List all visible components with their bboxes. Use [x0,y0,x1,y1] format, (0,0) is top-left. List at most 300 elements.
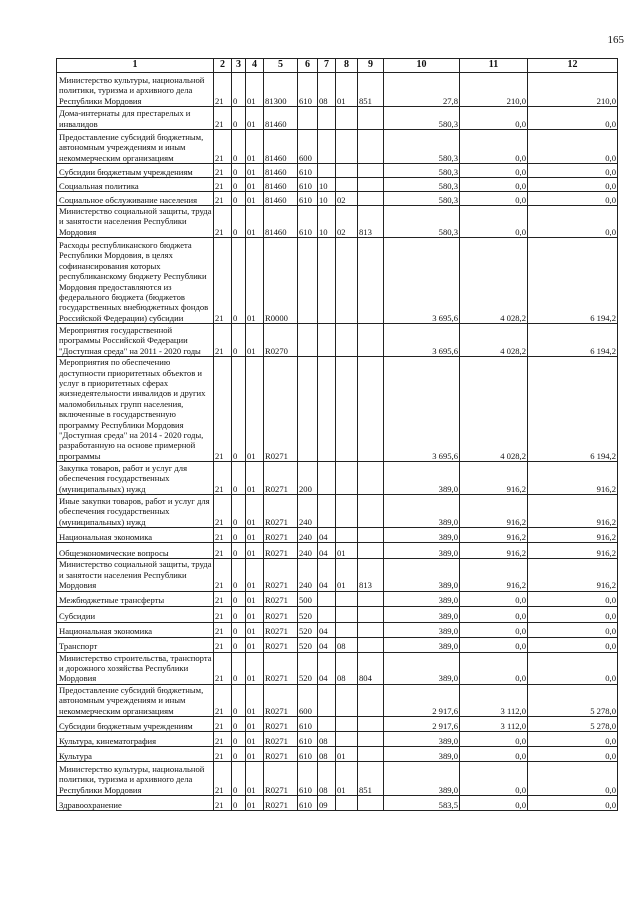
col-8: 01 [336,543,358,559]
column-header-4: 4 [246,59,264,73]
col-11: 4 028,2 [460,238,528,324]
table-row [57,107,618,130]
row-name: Межбюджетные трансферты [57,591,214,606]
column-header-9: 9 [358,59,384,73]
table-row [57,716,618,731]
col-3: 0 [232,795,246,810]
col-6 [298,107,318,130]
col-12: 6 194,2 [528,238,618,324]
col-8: 02 [336,206,358,238]
col-12: 0,0 [528,652,618,684]
col-6: 610 [298,164,318,178]
column-header-5: 5 [264,59,298,73]
col-7: 04 [318,559,336,591]
col-7 [318,591,336,606]
col-10: 580,3 [384,192,460,206]
col-10: 580,3 [384,130,460,164]
col-10: 3 695,6 [384,357,460,462]
row-name: Социальное обслуживание населения [57,192,214,206]
col-3: 0 [232,559,246,591]
col-12: 0,0 [528,606,618,622]
col-9: 813 [358,206,384,238]
col-3: 0 [232,130,246,164]
table-row [57,652,618,684]
col-10: 580,3 [384,164,460,178]
table-header-row [57,59,618,73]
col-12: 0,0 [528,107,618,130]
row-name: Закупка товаров, работ и услуг для обеспечения государственных (муниципальных) нужд [57,462,214,495]
row-name: Мероприятия государственной программы Российской Федерации "Доступная среда" на 2011 - 2020 годы [57,324,214,357]
col-9 [358,495,384,528]
row-name: Субсидии бюджетным учреждениям [57,716,214,731]
table-row [57,192,618,206]
col-6 [298,357,318,462]
col-6: 610 [298,73,318,107]
col-6: 240 [298,543,318,559]
col-5: 81460 [264,164,298,178]
col-12: 0,0 [528,192,618,206]
col-11: 210,0 [460,73,528,107]
col-10: 389,0 [384,761,460,795]
col-11: 3 112,0 [460,716,528,731]
col-12: 5 278,0 [528,716,618,731]
col-8 [336,684,358,716]
col-10: 580,3 [384,107,460,130]
col-2: 21 [214,731,232,746]
col-9 [358,130,384,164]
col-8 [336,591,358,606]
col-8: 08 [336,637,358,652]
table-row [57,206,618,238]
col-4: 01 [246,795,264,810]
table-row [57,357,618,462]
col-11: 0,0 [460,637,528,652]
col-2: 21 [214,495,232,528]
row-name: Расходы республиканского бюджета Республики Мордовия, в целях софинансирования которых республиканскому бюджету Республики Мордовия предоставляются из федерального бюджета (бюджетов государственных внебюджетных фондов Российской Федерации) субсидии [57,238,214,324]
col-4: 01 [246,164,264,178]
col-6: 240 [298,495,318,528]
col-12: 0,0 [528,178,618,192]
col-8: 02 [336,192,358,206]
col-2: 21 [214,559,232,591]
col-2: 21 [214,528,232,543]
col-12: 0,0 [528,622,618,637]
col-6: 240 [298,528,318,543]
row-name: Министерство социальной защиты, труда и занятости населения Республики Мордовия [57,206,214,238]
row-name: Национальная экономика [57,528,214,543]
col-9 [358,324,384,357]
col-11: 0,0 [460,746,528,761]
col-12: 5 278,0 [528,684,618,716]
col-7: 04 [318,543,336,559]
col-8 [336,178,358,192]
col-2: 21 [214,73,232,107]
col-11: 0,0 [460,761,528,795]
col-3: 0 [232,192,246,206]
table-row [57,130,618,164]
col-5: R0271 [264,606,298,622]
col-2: 21 [214,684,232,716]
col-5: R0271 [264,357,298,462]
col-4: 01 [246,462,264,495]
col-9 [358,622,384,637]
col-9 [358,107,384,130]
col-12: 0,0 [528,206,618,238]
col-4: 01 [246,528,264,543]
col-9 [358,716,384,731]
col-12: 0,0 [528,164,618,178]
col-7: 10 [318,206,336,238]
col-7: 08 [318,761,336,795]
col-5: 81460 [264,107,298,130]
col-2: 21 [214,543,232,559]
col-7: 10 [318,178,336,192]
col-2: 21 [214,761,232,795]
col-3: 0 [232,528,246,543]
col-11: 0,0 [460,178,528,192]
table-row [57,731,618,746]
col-3: 0 [232,164,246,178]
col-12: 6 194,2 [528,324,618,357]
col-8 [336,606,358,622]
col-7 [318,462,336,495]
col-8: 01 [336,559,358,591]
col-10: 27,8 [384,73,460,107]
col-2: 21 [214,178,232,192]
col-8 [336,107,358,130]
col-11: 916,2 [460,543,528,559]
col-10: 389,0 [384,637,460,652]
col-7 [318,107,336,130]
col-9 [358,684,384,716]
col-10: 389,0 [384,528,460,543]
col-12: 0,0 [528,591,618,606]
col-2: 21 [214,637,232,652]
col-9 [358,731,384,746]
col-4: 01 [246,238,264,324]
table-row [57,606,618,622]
col-5: R0271 [264,652,298,684]
col-7 [318,164,336,178]
col-3: 0 [232,652,246,684]
col-10: 389,0 [384,622,460,637]
row-name: Министерство культуры, национальной политики, туризма и архивного дела Республики Мордовия [57,761,214,795]
col-5: R0271 [264,746,298,761]
col-11: 916,2 [460,495,528,528]
col-8 [336,495,358,528]
col-9 [358,606,384,622]
column-header-3: 3 [232,59,246,73]
col-5: R0271 [264,559,298,591]
col-8 [336,462,358,495]
col-7 [318,324,336,357]
col-11: 916,2 [460,559,528,591]
table-body [57,73,618,811]
col-4: 01 [246,761,264,795]
col-2: 21 [214,357,232,462]
table-row [57,238,618,324]
col-6: 200 [298,462,318,495]
col-12: 916,2 [528,495,618,528]
col-11: 0,0 [460,192,528,206]
row-name: Субсидии бюджетным учреждениям [57,164,214,178]
table-row [57,178,618,192]
col-8 [336,324,358,357]
col-4: 01 [246,606,264,622]
col-3: 0 [232,178,246,192]
col-4: 01 [246,543,264,559]
col-5: 81300 [264,73,298,107]
col-9: 851 [358,761,384,795]
budget-table [56,58,618,811]
col-4: 01 [246,178,264,192]
col-9: 804 [358,652,384,684]
col-8 [336,130,358,164]
col-6: 610 [298,716,318,731]
col-2: 21 [214,716,232,731]
col-4: 01 [246,206,264,238]
col-10: 389,0 [384,606,460,622]
row-name: Субсидии [57,606,214,622]
col-7: 04 [318,622,336,637]
col-4: 01 [246,591,264,606]
col-4: 01 [246,716,264,731]
col-8: 01 [336,73,358,107]
col-2: 21 [214,238,232,324]
col-12: 916,2 [528,528,618,543]
col-12: 210,0 [528,73,618,107]
col-5: R0271 [264,637,298,652]
row-name: Общеэкономические вопросы [57,543,214,559]
table-row [57,528,618,543]
col-5: R0271 [264,795,298,810]
col-9 [358,637,384,652]
col-12: 0,0 [528,746,618,761]
col-7: 08 [318,746,336,761]
col-7 [318,606,336,622]
column-header-12: 12 [528,59,618,73]
col-4: 01 [246,73,264,107]
col-11: 4 028,2 [460,357,528,462]
col-7: 08 [318,73,336,107]
col-9 [358,178,384,192]
col-8: 01 [336,746,358,761]
col-10: 389,0 [384,746,460,761]
row-name: Культура [57,746,214,761]
col-6: 520 [298,622,318,637]
col-4: 01 [246,357,264,462]
col-10: 580,3 [384,178,460,192]
col-9 [358,746,384,761]
col-7: 09 [318,795,336,810]
col-4: 01 [246,731,264,746]
col-3: 0 [232,637,246,652]
col-11: 0,0 [460,591,528,606]
table-row [57,591,618,606]
col-11: 0,0 [460,107,528,130]
col-11: 0,0 [460,130,528,164]
table-row [57,746,618,761]
col-5: R0271 [264,684,298,716]
col-6: 610 [298,795,318,810]
row-name: Дома-интернаты для престарелых и инвалидов [57,107,214,130]
table-row [57,684,618,716]
col-6 [298,238,318,324]
table-row [57,324,618,357]
col-6: 610 [298,746,318,761]
column-header-2: 2 [214,59,232,73]
col-4: 01 [246,652,264,684]
col-5: R0271 [264,591,298,606]
col-3: 0 [232,238,246,324]
col-2: 21 [214,107,232,130]
col-3: 0 [232,495,246,528]
row-name: Министерство культуры, национальной политики, туризма и архивного дела Республики Мордовия [57,73,214,107]
col-10: 389,0 [384,559,460,591]
row-name: Здравоохранение [57,795,214,810]
col-3: 0 [232,591,246,606]
col-6: 610 [298,206,318,238]
col-11: 916,2 [460,528,528,543]
col-5: R0270 [264,324,298,357]
col-9 [358,357,384,462]
col-2: 21 [214,192,232,206]
table-row [57,795,618,810]
col-5: R0271 [264,495,298,528]
row-name: Культура, кинематография [57,731,214,746]
col-8 [336,164,358,178]
col-6: 610 [298,178,318,192]
col-3: 0 [232,543,246,559]
col-3: 0 [232,324,246,357]
col-7 [318,716,336,731]
col-7 [318,238,336,324]
col-5: 81460 [264,192,298,206]
row-name: Министерство социальной защиты, труда и занятости населения Республики Мордовия [57,559,214,591]
row-name: Национальная экономика [57,622,214,637]
col-4: 01 [246,559,264,591]
column-header-8: 8 [336,59,358,73]
col-6: 520 [298,606,318,622]
col-5: 81460 [264,130,298,164]
col-2: 21 [214,795,232,810]
col-11: 0,0 [460,652,528,684]
col-8 [336,716,358,731]
col-7 [318,495,336,528]
column-header-10: 10 [384,59,460,73]
page-number: 165 [607,34,624,46]
col-11: 4 028,2 [460,324,528,357]
col-7: 04 [318,637,336,652]
col-2: 21 [214,606,232,622]
col-5: R0000 [264,238,298,324]
col-12: 916,2 [528,559,618,591]
col-8 [336,528,358,543]
col-5: 81460 [264,206,298,238]
col-3: 0 [232,716,246,731]
col-11: 3 112,0 [460,684,528,716]
col-11: 0,0 [460,622,528,637]
col-10: 389,0 [384,495,460,528]
col-12: 916,2 [528,543,618,559]
col-2: 21 [214,746,232,761]
col-6 [298,324,318,357]
col-4: 01 [246,130,264,164]
col-2: 21 [214,206,232,238]
col-11: 0,0 [460,731,528,746]
col-3: 0 [232,606,246,622]
col-4: 01 [246,107,264,130]
table-row [57,495,618,528]
table-row [57,559,618,591]
col-12: 0,0 [528,795,618,810]
col-5: R0271 [264,462,298,495]
col-10: 583,5 [384,795,460,810]
col-12: 0,0 [528,761,618,795]
col-12: 0,0 [528,731,618,746]
col-4: 01 [246,192,264,206]
col-8 [336,238,358,324]
row-name: Социальная политика [57,178,214,192]
col-10: 389,0 [384,543,460,559]
col-6: 600 [298,684,318,716]
col-11: 0,0 [460,206,528,238]
col-3: 0 [232,73,246,107]
col-5: R0271 [264,731,298,746]
col-3: 0 [232,462,246,495]
col-11: 0,0 [460,164,528,178]
col-9 [358,543,384,559]
col-3: 0 [232,206,246,238]
col-4: 01 [246,495,264,528]
col-6: 520 [298,637,318,652]
col-3: 0 [232,746,246,761]
col-9 [358,591,384,606]
col-9 [358,528,384,543]
col-5: R0271 [264,761,298,795]
table-row [57,543,618,559]
col-2: 21 [214,164,232,178]
col-10: 2 917,6 [384,716,460,731]
column-header-6: 6 [298,59,318,73]
column-header-7: 7 [318,59,336,73]
table-row [57,462,618,495]
col-7: 10 [318,192,336,206]
col-10: 2 917,6 [384,684,460,716]
col-10: 3 695,6 [384,238,460,324]
col-5: R0271 [264,716,298,731]
col-9: 813 [358,559,384,591]
col-5: R0271 [264,528,298,543]
col-12: 916,2 [528,462,618,495]
column-header-11: 11 [460,59,528,73]
row-name: Мероприятия по обеспечению доступности приоритетных объектов и услуг в приоритетных сферах жизнедеятельности инвалидов и других маломобильных групп населения, включенные в государственную программу Республики Мордовия "Доступная среда" на 2014 - 2020 годы, разработанную на основе примерной программы [57,357,214,462]
col-5: R0271 [264,622,298,637]
col-2: 21 [214,130,232,164]
col-10: 389,0 [384,731,460,746]
col-12: 0,0 [528,130,618,164]
col-10: 3 695,6 [384,324,460,357]
col-10: 389,0 [384,462,460,495]
col-3: 0 [232,731,246,746]
col-6: 610 [298,761,318,795]
col-5: R0271 [264,543,298,559]
col-4: 01 [246,622,264,637]
table-row [57,73,618,107]
col-9 [358,795,384,810]
row-name: Предоставление субсидий бюджетным, автономным учреждениям и иным некоммерческим организациям [57,130,214,164]
col-7: 08 [318,731,336,746]
